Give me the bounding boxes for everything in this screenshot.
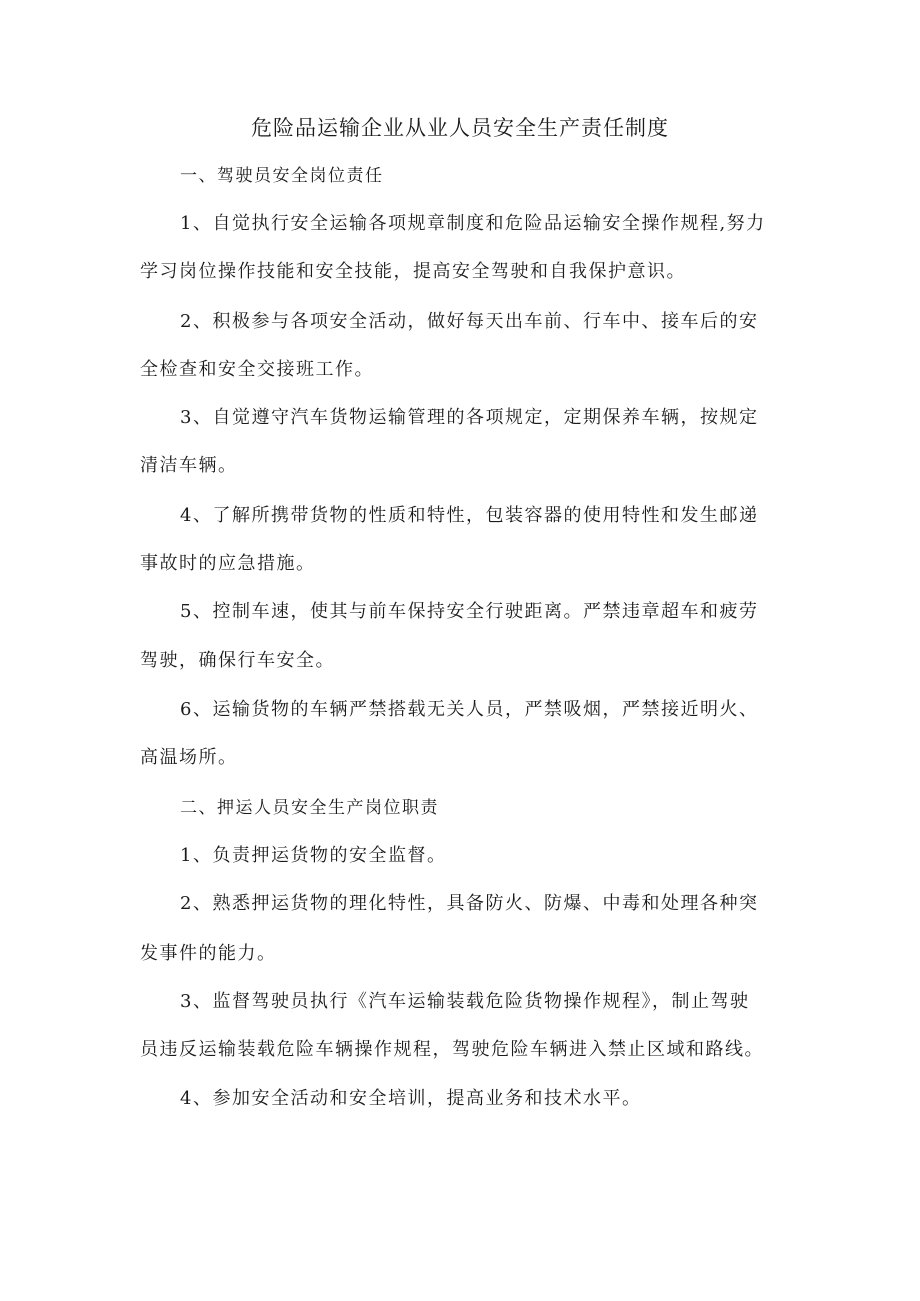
s1-item-2-line-1: 2、积极参与各项安全活动，做好每天出车前、行车中、接车后的安 bbox=[180, 311, 759, 332]
s1-item-3-line-2: 清洁车辆。 bbox=[140, 455, 238, 476]
s1-item-6-line-1: 6、运输货物的车辆严禁搭载无关人员，严禁吸烟，严禁接近明火、 bbox=[180, 699, 759, 720]
section-2-heading: 二、押运人员安全生产岗位职责 bbox=[180, 798, 439, 818]
document-title: 危险品运输企业从业人员安全生产责任制度 bbox=[251, 116, 669, 140]
s2-item-4-line-1: 4、参加安全活动和安全培训，提高业务和技术水平。 bbox=[180, 1088, 642, 1109]
s1-item-1-line-2: 学习岗位操作技能和安全技能，提高安全驾驶和自我保护意识。 bbox=[140, 261, 686, 282]
s2-item-1-line-1: 1、负责押运货物的安全监督。 bbox=[180, 845, 447, 866]
s1-item-5-line-1: 5、控制车速，使其与前车保持安全行驶距离。严禁违章超车和疲劳 bbox=[180, 601, 759, 622]
s1-item-6-line-2: 高温场所。 bbox=[140, 747, 238, 768]
s1-item-1-line-1: 1、自觉执行安全运输各项规章制度和危险品运输安全操作规程,努力 bbox=[180, 213, 766, 234]
s1-item-3-line-1: 3、自觉遵守汽车货物运输管理的各项规定，定期保养车辆，按规定 bbox=[180, 407, 759, 428]
s1-item-4-line-1: 4、了解所携带货物的性质和特性，包装容器的使用特性和发生邮递 bbox=[180, 505, 759, 526]
s1-item-4-line-2: 事故时的应急措施。 bbox=[140, 553, 316, 574]
section-1-heading: 一、驾驶员安全岗位责任 bbox=[180, 166, 384, 186]
s2-item-3-line-2: 员违反运输装载危险车辆操作规程，驾驶危险车辆进入禁止区域和路线。 bbox=[140, 1039, 764, 1060]
s1-item-5-line-2: 驾驶，确保行车安全。 bbox=[140, 650, 335, 671]
s2-item-2-line-1: 2、熟悉押运货物的理化特性，具备防火、防爆、中毒和处理各种突 bbox=[180, 893, 759, 914]
s2-item-2-line-2: 发事件的能力。 bbox=[140, 943, 277, 964]
s1-item-2-line-2: 全检查和安全交接班工作。 bbox=[140, 359, 374, 380]
s2-item-3-line-1: 3、监督驾驶员执行《汽车运输装载危险货物操作规程》，制止驾驶 bbox=[180, 991, 750, 1012]
